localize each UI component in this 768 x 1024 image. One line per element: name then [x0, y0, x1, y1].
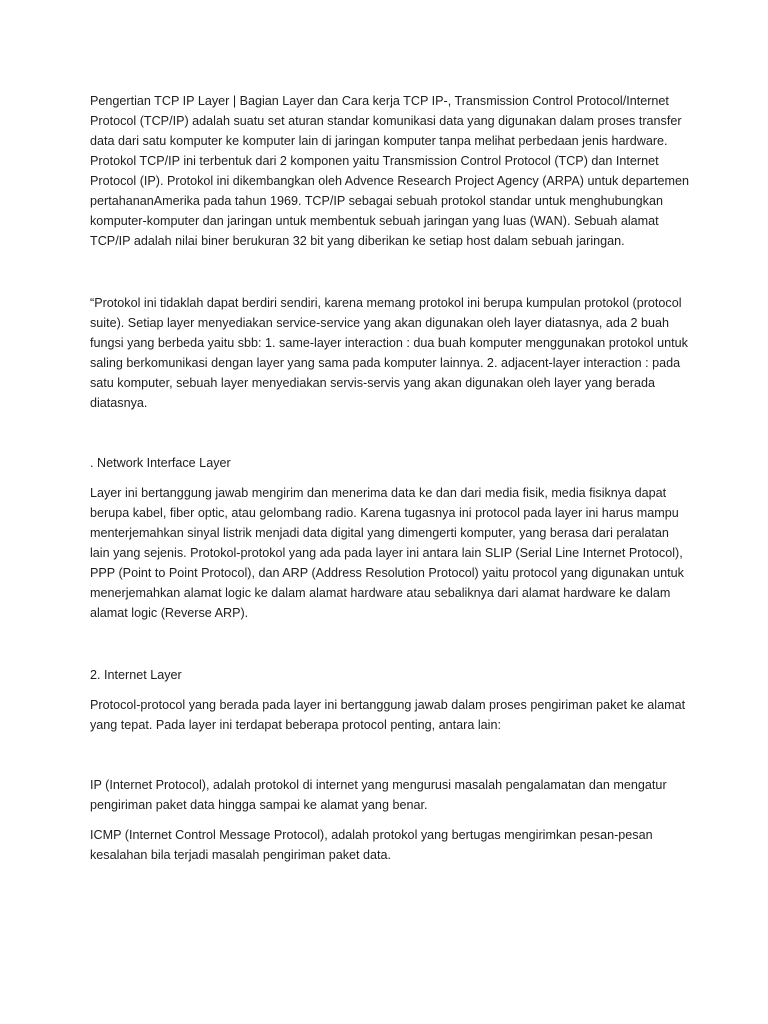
- internet-layer-paragraph: Protocol-protocol yang berada pada layer ini bertanggung jawab dalam proses pengiriman paket ke alamat yang tepat. Pada layer ini terdapat beberapa protocol penting, antara lain:: [90, 698, 686, 732]
- ip-paragraph: IP (Internet Protocol), adalah protokol di internet yang mengurusi masalah pengalamatan dan mengatur pengiriman paket data hingga sampai ke alamat yang benar.: [90, 778, 667, 812]
- network-interface-paragraph: Layer ini bertanggung jawab mengirim dan menerima data ke dan dari media fisik, media fisiknya dapat berupa kabel, fiber optic, atau gelombang radio. Karena tugasnya ini protocol pada layer ini harus mampu menterjemahkan sinyal listrik menjadi data digital yang dimengerti komputer, yang berasa dari peralatan lain yang sejenis. Protokol-protokol yang ada pada layer ini antara lain SLIP (Serial Line Internet Protocol), PPP (Point to Point Protocol), dan ARP (Address Resolution Protocol) yaitu protocol yang digunakan untuk menerjemahkan alamat logic ke dalam alamat hardware atau sebaliknya dari alamat hardware ke dalam alamat logic (Reverse ARP).: [90, 486, 684, 620]
- internet-layer-heading: 2. Internet Layer: [90, 668, 182, 682]
- network-interface-heading: . Network Interface Layer: [90, 456, 231, 470]
- intro-paragraph: Pengertian TCP IP Layer | Bagian Layer dan Cara kerja TCP IP-, Transmission Control Protocol/Internet Protocol (TCP/IP) adalah suatu set aturan standar komunikasi data yang digunakan dalam proses transfer data dari satu komputer ke komputer lain di jaringan komputer tanpa melihat perbedaan jenis hardware. Protokol TCP/IP ini terbentuk dari 2 komponen yaitu Transmission Control Protocol (TCP) dan Internet Protocol (IP). Protokol ini dikembangkan oleh Advence Research Project Agency (ARPA) untuk departemen pertahananAmerika pada tahun 1969. TCP/IP sebagai sebuah protokol standar untuk menghubungkan komputer-komputer dan jaringan untuk membentuk sebuah jaringan yang luas (WAN). Sebuah alamat TCP/IP adalah nilai biner berukuran 32 bit yang diberikan ke setiap host dalam sebuah jaringan.: [90, 94, 689, 248]
- document-body: [90, 91, 690, 865]
- quote-paragraph: “Protokol ini tidaklah dapat berdiri sendiri, karena memang protokol ini berupa kumpulan protokol (protocol suite). Setiap layer menyediakan service-service yang akan digunakan oleh layer diatasnya, ada 2 buah fungsi yang berbeda yaitu sbb: 1. same-layer interaction : dua buah komputer menggunakan protokol untuk saling berkomunikasi dengan layer yang sama pada komputer lainnya. 2. adjacent-layer interaction : pada satu komputer, sebuah layer menyediakan servis-servis yang akan digunakan oleh layer yang berada diatasnya.: [90, 296, 688, 410]
- icmp-paragraph: ICMP (Internet Control Message Protocol), adalah protokol yang bertugas mengirimkan pesan-pesan kesalahan bila terjadi masalah pengiriman paket data.: [90, 828, 653, 862]
